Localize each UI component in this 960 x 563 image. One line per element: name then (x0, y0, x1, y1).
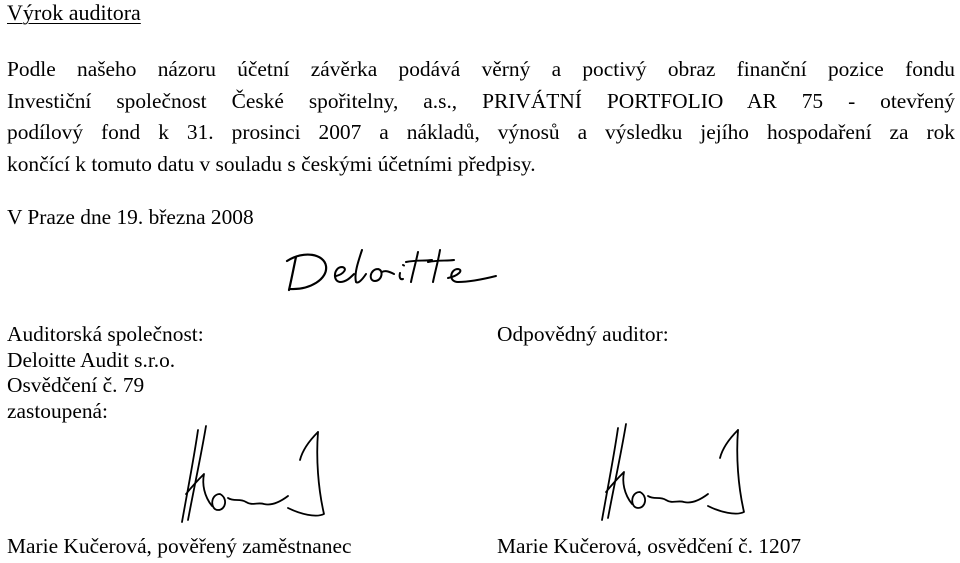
opinion-line: Podle našeho názoru účetní závěrka podává věrný a poctivý obraz finanční pozice fondu (7, 57, 955, 81)
firm-represented-by: zastoupená: (7, 398, 108, 423)
responsible-auditor-label: Odpovědný auditor: (497, 322, 669, 346)
opinion-line: Investiční společnost České spořitelny, a.s., PRIVÁTNÍ PORTFOLIO AR 75 - otevřený (7, 88, 955, 113)
firm-certificate: Osvědčení č. 79 (7, 373, 145, 397)
signatory-right-name: Marie Kučerová, osvědčení č. 1207 (497, 534, 802, 558)
signature-right (588, 416, 768, 526)
firm-name: Deloitte Audit s.r.o. (7, 347, 176, 372)
opinion-paragraph (7, 54, 955, 180)
audit-firm-block (7, 322, 204, 424)
firm-label: Auditorská společnost: (7, 322, 204, 346)
date-line: V Praze dne 19. března 2008 (7, 205, 254, 229)
signatory-left-name: Marie Kučerová, pověřený zaměstnanec (7, 534, 352, 558)
section-heading: Výrok auditora (7, 0, 141, 25)
opinion-line: končící k tomuto datu v souladu s českými účetními předpisy. (7, 151, 536, 176)
firm-signature (282, 244, 532, 296)
opinion-line: podílový fond k 31. prosinci 2007 a nákladů, výnosů a výsledku jejího hospodaření za rok (7, 120, 955, 144)
signature-left (168, 418, 348, 528)
